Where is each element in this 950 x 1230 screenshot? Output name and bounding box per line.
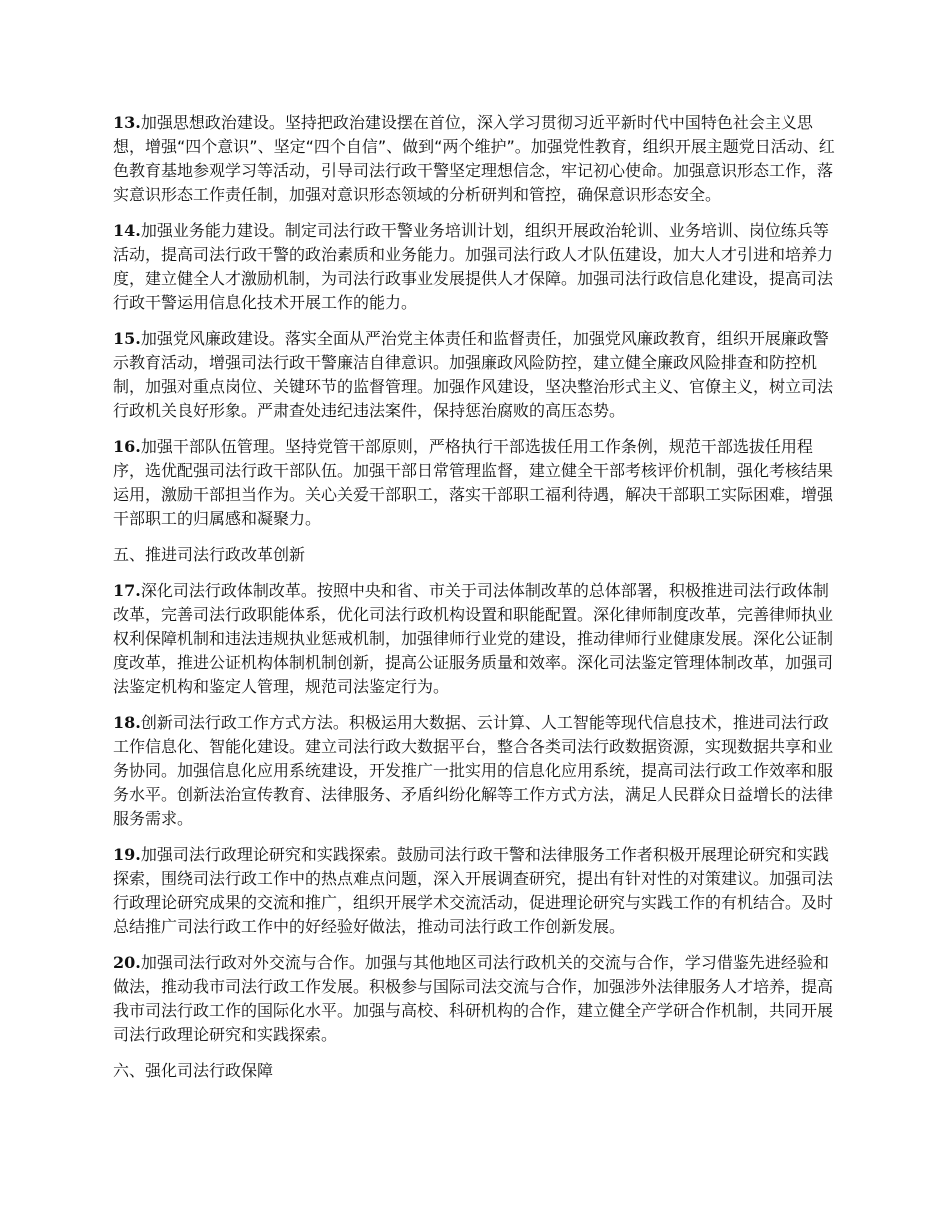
section-heading-5: 五、推进司法行政改革创新: [113, 545, 306, 564]
paragraph-text: 加强思想政治建设。坚持把政治建设摆在首位，深入学习贯彻习近平新时代中国特色社会主义思想，增强“四个意识”、坚定“四个自信”、做到“两个维护”。加强党性教育，组织开展主题党日活动、红色教育基地参观学习等活动，引导司法行政干警坚定理想信念，牢记初心使命。加强意识形态工作，落实意识形态工作责任制，加强对意识形态领域的分析研判和管控，确保意识形态安全。: [113, 113, 835, 204]
paragraph-text: 创新司法行政工作方式方法。积极运用大数据、云计算、人工智能等现代信息技术，推进司法行政工作信息化、智能化建设。建立司法行政大数据平台，整合各类司法行政数据资源，实现数据共享和业务协同。加强信息化应用系统建设，开发推广一批实用的信息化应用系统，提高司法行政工作效率和服务水平。创新法治宣传教育、法律服务、矛盾纠纷化解等工作方式方法，满足人民群众日益增长的法律服务需求。: [113, 713, 834, 828]
paragraph-16: [113, 435, 840, 531]
paragraph-13: [113, 111, 840, 207]
paragraph-text: 加强司法行政理论研究和实践探索。鼓励司法行政干警和法律服务工作者积极开展理论研究和实践探索，围绕司法行政工作中的热点难点问题，深入开展调查研究，提出有针对性的对策建议。加强司法行政理论研究成果的交流和推广，组织开展学术交流活动，促进理论研究与实践工作的有机结合。及时总结推广司法行政工作中的好经验好做法，推动司法行政工作创新发展。: [113, 845, 834, 936]
section-heading-6: 六、强化司法行政保障: [113, 1061, 274, 1080]
paragraph-19: [113, 843, 840, 939]
item-number: 16.: [113, 437, 141, 456]
paragraph-text: 加强党风廉政建设。落实全面从严治党主体责任和监督责任，加强党风廉政教育，组织开展廉政警示教育活动，增强司法行政干警廉洁自律意识。加强廉政风险防控，建立健全廉政风险排查和防控机制，加强对重点岗位、关键环节的监督管理。加强作风建设，坚决整治形式主义、官僚主义，树立司法行政机关良好形象。严肃查处违纪违法案件，保持惩治腐败的高压态势。: [113, 329, 834, 420]
paragraph-15: [113, 327, 840, 423]
paragraph-18: [113, 711, 840, 831]
item-number: 20.: [113, 953, 141, 972]
paragraph-text: 加强业务能力建设。制定司法行政干警业务培训计划，组织开展政治轮训、业务培训、岗位练兵等活动，提高司法行政干警的政治素质和业务能力。加强司法行政人才队伍建设，加大人才引进和培养力度，建立健全人才激励机制，为司法行政事业发展提供人才保障。加强司法行政信息化建设，提高司法行政干警运用信息化技术开展工作的能力。: [113, 221, 834, 312]
item-number: 15.: [113, 329, 141, 348]
item-number: 18.: [113, 713, 141, 732]
paragraph-17: [113, 579, 840, 699]
paragraph-text: 深化司法行政体制改革。按照中央和省、市关于司法体制改革的总体部署，积极推进司法行政体制改革，完善司法行政职能体系，优化司法行政机构设置和职能配置。深化律师制度改革，完善律师执业权利保障机制和违法违规执业惩戒机制，加强律师行业党的建设，推动律师行业健康发展。深化公证制度改革，推进公证机构体制机制创新，提高公证服务质量和效率。深化司法鉴定管理体制改革，加强司法鉴定机构和鉴定人管理，规范司法鉴定行为。: [113, 581, 834, 696]
paragraph-text: 加强干部队伍管理。坚持党管干部原则，严格执行干部选拔任用工作条例，规范干部选拔任用程序，选优配强司法行政干部队伍。加强干部日常管理监督，建立健全干部考核评价机制，强化考核结果运用，激励干部担当作为。关心关爱干部职工，落实干部职工福利待遇，解决干部职工实际困难，增强干部职工的归属感和凝聚力。: [113, 437, 834, 528]
item-number: 17.: [113, 581, 141, 600]
paragraph-20: [113, 951, 840, 1047]
item-number: 13.: [113, 113, 141, 132]
item-number: 19.: [113, 845, 141, 864]
item-number: 14.: [113, 221, 141, 240]
paragraph-text: 加强司法行政对外交流与合作。加强与其他地区司法行政机关的交流与合作，学习借鉴先进经验和做法，推动我市司法行政工作发展。积极参与国际司法交流与合作，加强涉外法律服务人才培养，提高我市司法行政工作的国际化水平。加强与高校、科研机构的合作，建立健全产学研合作机制，共同开展司法行政理论研究和实践探索。: [113, 953, 834, 1044]
paragraph-14: [113, 219, 840, 315]
